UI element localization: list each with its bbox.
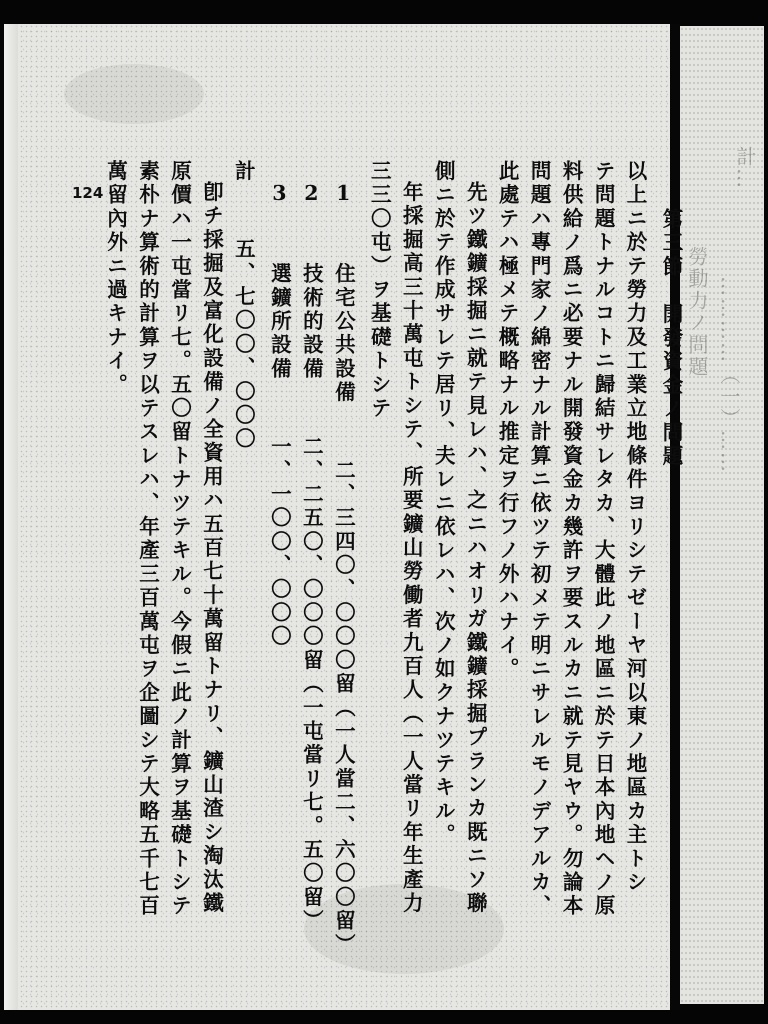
body-line: 以上ニ於テ勞力及工業立地條件ヨリシテゼーヤ河以東ノ地區カ主トシ	[623, 160, 648, 895]
item-label: 選鑛所設備	[267, 262, 292, 382]
body-line: 萬留內外ニ過キナイ。	[103, 160, 128, 397]
body-line: 先ツ鐵鑛採掘ニ就テ見レハ、之ニハオリガ鐵鑛採掘プランカ既ニソ聯	[463, 181, 488, 916]
item-value: 二、三四〇、〇〇〇留（一人當二、六〇〇留）	[331, 459, 356, 957]
bleed-text: 勞動力ノ問題	[685, 246, 709, 378]
item-label: 技術的設備	[299, 262, 324, 382]
item-value: 五、七〇〇、〇〇〇	[231, 238, 256, 452]
item-number: 3	[267, 181, 292, 209]
body-line: テ問題トナルコトニ歸結サレタカ、大體此ノ地區ニ於テ日本內地ヘノ原	[591, 160, 616, 919]
body-line: 側ニ於テ作成サレテ居リ、夫レニ依レハ、次ノ如クナツテキル。	[431, 160, 456, 848]
vertical-text-block	[99, 160, 688, 1000]
body-line: 卽チ採掘及富化設備ノ全資用ハ五百七十萬留トナリ、鑛山渣シ淘汰鐵	[199, 181, 224, 916]
body-line: 問題ハ專門家ノ綿密ナル計算ニ依ツテ初メテ明ニサレルモノデアルカ、	[527, 160, 552, 919]
bleed-text: …………（一）……	[717, 276, 741, 474]
item-label: 住宅公共設備	[331, 262, 356, 405]
list-total	[226, 160, 258, 1000]
right-page-fragment	[680, 26, 764, 1004]
list-item	[326, 181, 358, 1000]
page-edge	[4, 24, 18, 1010]
bleed-text: 計…	[733, 146, 757, 190]
body-line: 此處テハ極メテ概略ナル推定ヲ行フノ外ハナイ。	[495, 160, 520, 682]
item-number: 2	[299, 181, 324, 209]
body-line: 素朴ナ算術的計算ヲ以テスレハ、年產三百萬屯ヲ企圖シテ大略五千七百	[135, 160, 160, 919]
body-line: 原價ハ一屯當リ七。五〇留トナツテキル。今假ニ此ノ計算ヲ基礎トシテ	[167, 160, 192, 919]
item-value: 二、二五〇、〇〇〇留（一屯當リ七。五〇留）	[299, 435, 324, 934]
section-title: 第三節 開發資金ノ問題	[659, 208, 683, 469]
list-item	[262, 181, 294, 1000]
body-line: 三三〇屯）ヲ基礎トシテ	[367, 160, 392, 421]
item-value: 一、一〇〇、〇〇〇	[267, 435, 292, 649]
item-number: 1	[331, 181, 356, 209]
page-number: 124	[72, 184, 104, 202]
body-line: 年採掘高三十萬屯トシテ、所要鑛山勞働者九百人（一人當リ年生產力	[399, 181, 424, 916]
scan-smudge	[64, 64, 204, 124]
body-line: 料供給ノ爲ニ必要ナル開發資金カ幾許ヲ要スルカニ就テ見ヤウ。勿論本	[559, 160, 584, 919]
item-label: 計	[231, 160, 256, 184]
list-item	[294, 181, 326, 1000]
